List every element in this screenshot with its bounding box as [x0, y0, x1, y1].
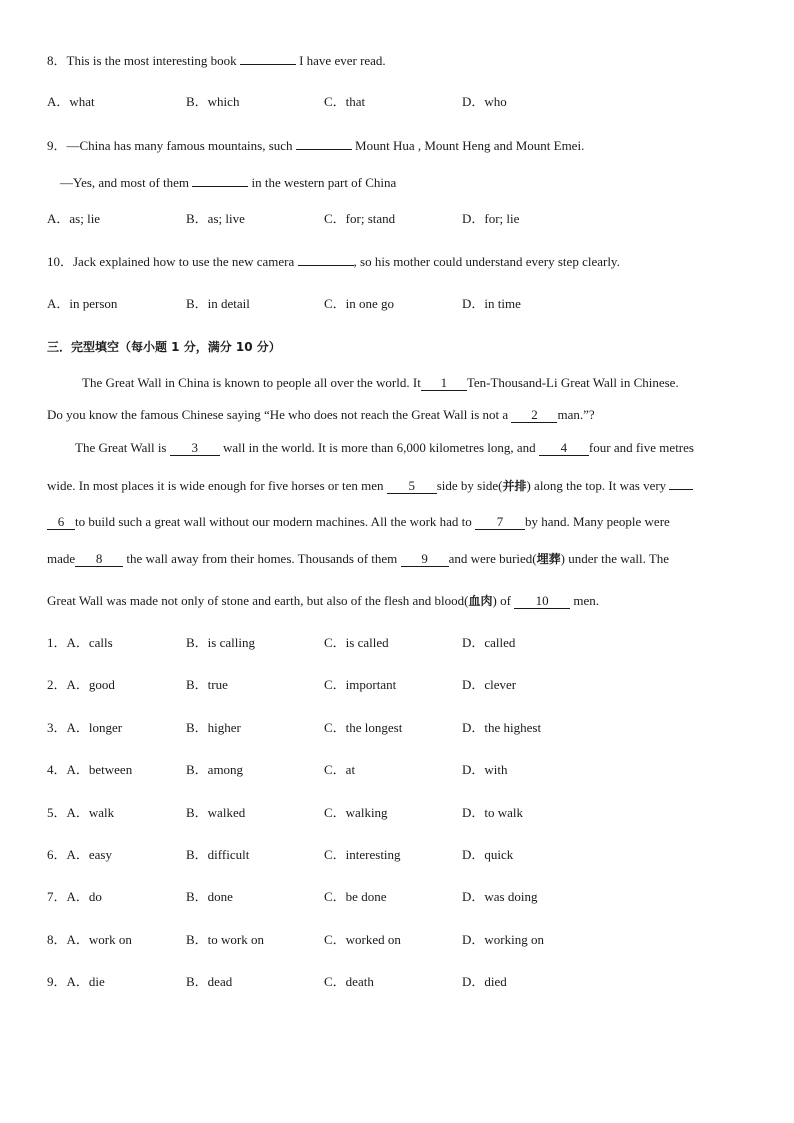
cloze-7-option-b: B．done [186, 889, 233, 904]
q9-stem-start: 9．—China has many famous mountains, such [47, 138, 296, 153]
cloze-3-option-d: D．the highest [462, 720, 542, 735]
cloze-9-option-b: B．dead [186, 974, 233, 989]
q10-blank [298, 253, 354, 266]
passage-blank-7: 7 [475, 515, 525, 530]
question-8-stem [47, 52, 386, 69]
passage-text: Do you know the famous Chinese saying “He who does not reach the Great Wall is not a [47, 407, 512, 422]
q9-option-a: A．as; lie [47, 211, 101, 226]
cloze-2-option-b: B．true [186, 677, 228, 692]
passage-text: man.”? [557, 407, 595, 422]
q9-reply-end: in the western part of China [248, 175, 397, 190]
passage-chinese-gloss: 并排 [502, 479, 527, 493]
cloze-8-option-a: 8．A．work on [47, 932, 132, 947]
section-3-heading: 三．完型填空（每小题 1 分，满分 10 分） [47, 340, 281, 354]
passage-text: ) along the top. It was very [526, 478, 670, 493]
passage-text: ) of [492, 593, 515, 608]
passage-line-4 [47, 477, 693, 494]
passage-blank-9: 9 [401, 552, 449, 567]
passage-blank-6: 6 [47, 515, 75, 530]
q10-option-a: A．in person [47, 296, 118, 311]
passage-text: The Great Wall is [75, 440, 170, 455]
q8-stem-start: 8．This is the most interesting book [47, 53, 240, 68]
cloze-5-option-b: B．walked [186, 805, 246, 820]
passage-text: The Great Wall in China is known to people all over the world. It [82, 375, 421, 390]
cloze-4-option-c: C．at [324, 762, 356, 777]
cloze-8-option-d: D．working on [462, 932, 544, 947]
passage-text: Great Wall was made not only of stone and earth, but also of the flesh and blood( [47, 593, 469, 608]
question-9-reply [60, 174, 396, 191]
cloze-4-option-d: D．with [462, 762, 508, 777]
q9-option-d: D．for; lie [462, 211, 520, 226]
cloze-5-option-d: D．to walk [462, 805, 524, 820]
cloze-7-option-c: C．be done [324, 889, 387, 904]
q8-option-b: B．which [186, 94, 240, 109]
q9-stem-end: Mount Hua , Mount Heng and Mount Emei. [351, 138, 585, 153]
q9-blank-1 [296, 137, 352, 150]
passage-text: the wall away from their homes. Thousands of them [123, 551, 401, 566]
passage-chinese-gloss: 埋葬 [536, 552, 561, 566]
q9-blank-2 [192, 174, 248, 187]
q8-option-a: A．what [47, 94, 95, 109]
q9-reply-start: —Yes, and most of them [60, 175, 193, 190]
cloze-4-option-a: 4．A．between [47, 762, 133, 777]
q9-option-b: B．as; live [186, 211, 245, 226]
q10-option-b: B．in detail [186, 296, 250, 311]
cloze-5-option-c: C．walking [324, 805, 388, 820]
cloze-7-option-d: D．was doing [462, 889, 538, 904]
q8-option-d: D．who [462, 94, 507, 109]
cloze-2-option-a: 2．A．good [47, 677, 115, 692]
q10-stem-start: 10．Jack explained how to use the new camera [47, 254, 298, 269]
passage-text: four and five metres [588, 440, 694, 455]
passage-text: side by side( [436, 478, 503, 493]
passage-chinese-gloss: 血肉 [468, 594, 493, 608]
passage-text: and were buried( [448, 551, 537, 566]
cloze-6-option-a: 6．A．easy [47, 847, 112, 862]
cloze-3-option-c: C．the longest [324, 720, 403, 735]
cloze-6-option-b: B．difficult [186, 847, 250, 862]
q8-stem-end: I have ever read. [295, 53, 386, 68]
cloze-1-option-d: D．called [462, 635, 516, 650]
cloze-6-option-d: D．quick [462, 847, 514, 862]
passage-blank-2: 2 [511, 408, 557, 423]
q8-blank [240, 52, 296, 65]
passage-blank-10: 10 [514, 594, 570, 609]
passage-line-1 [82, 375, 679, 391]
cloze-6-option-c: C．interesting [324, 847, 401, 862]
cloze-4-option-b: B．among [186, 762, 244, 777]
cloze-5-option-a: 5．A．walk [47, 805, 115, 820]
q10-stem-end: , so his mother could understand every step clearly. [353, 254, 620, 269]
cloze-2-option-c: C．important [324, 677, 397, 692]
cloze-9-option-a: 9．A．die [47, 974, 105, 989]
cloze-7-option-a: 7．A．do [47, 889, 102, 904]
passage-text: made [47, 551, 76, 566]
passage-text: by hand. Many people were [525, 514, 670, 529]
q10-option-d: D．in time [462, 296, 521, 311]
passage-text: wide. In most places it is wide enough for five horses or ten men [47, 478, 387, 493]
question-10-stem [47, 253, 620, 270]
q9-option-c: C．for; stand [324, 211, 396, 226]
passage-line-3 [75, 440, 694, 456]
passage-line-5 [47, 514, 670, 530]
passage-blank-1: 1 [421, 376, 467, 391]
q8-option-c: C．that [324, 94, 366, 109]
passage-blank-8: 8 [75, 552, 123, 567]
question-9-stem [47, 137, 584, 154]
cloze-3-option-a: 3．A．longer [47, 720, 123, 735]
passage-text: men. [570, 593, 600, 608]
passage-line-2 [47, 407, 595, 423]
passage-blank-3: 3 [170, 441, 220, 456]
cloze-2-option-d: D．clever [462, 677, 517, 692]
passage-text: Ten-Thousand-Li Great Wall in Chinese. [466, 375, 679, 390]
passage-text: wall in the world. It is more than 6,000 kilometres long, and [219, 440, 539, 455]
passage-blank-5: 5 [387, 479, 437, 494]
passage-blank-4: 4 [539, 441, 589, 456]
passage-line-6 [47, 551, 669, 567]
cloze-1-option-a: 1．A．calls [47, 635, 113, 650]
cloze-8-option-c: C．worked on [324, 932, 401, 947]
cloze-1-option-c: C．is called [324, 635, 389, 650]
passage-line-7 [47, 593, 599, 609]
cloze-9-option-d: D．died [462, 974, 507, 989]
cloze-1-option-b: B．is calling [186, 635, 255, 650]
cloze-9-option-c: C．death [324, 974, 374, 989]
q10-option-c: C．in one go [324, 296, 395, 311]
passage-text: ) under the wall. The [560, 551, 670, 566]
cloze-8-option-b: B．to work on [186, 932, 265, 947]
passage-blank-6-start [669, 477, 693, 490]
cloze-3-option-b: B．higher [186, 720, 241, 735]
passage-text: to build such a great wall without our modern machines. All the work had to [75, 514, 476, 529]
